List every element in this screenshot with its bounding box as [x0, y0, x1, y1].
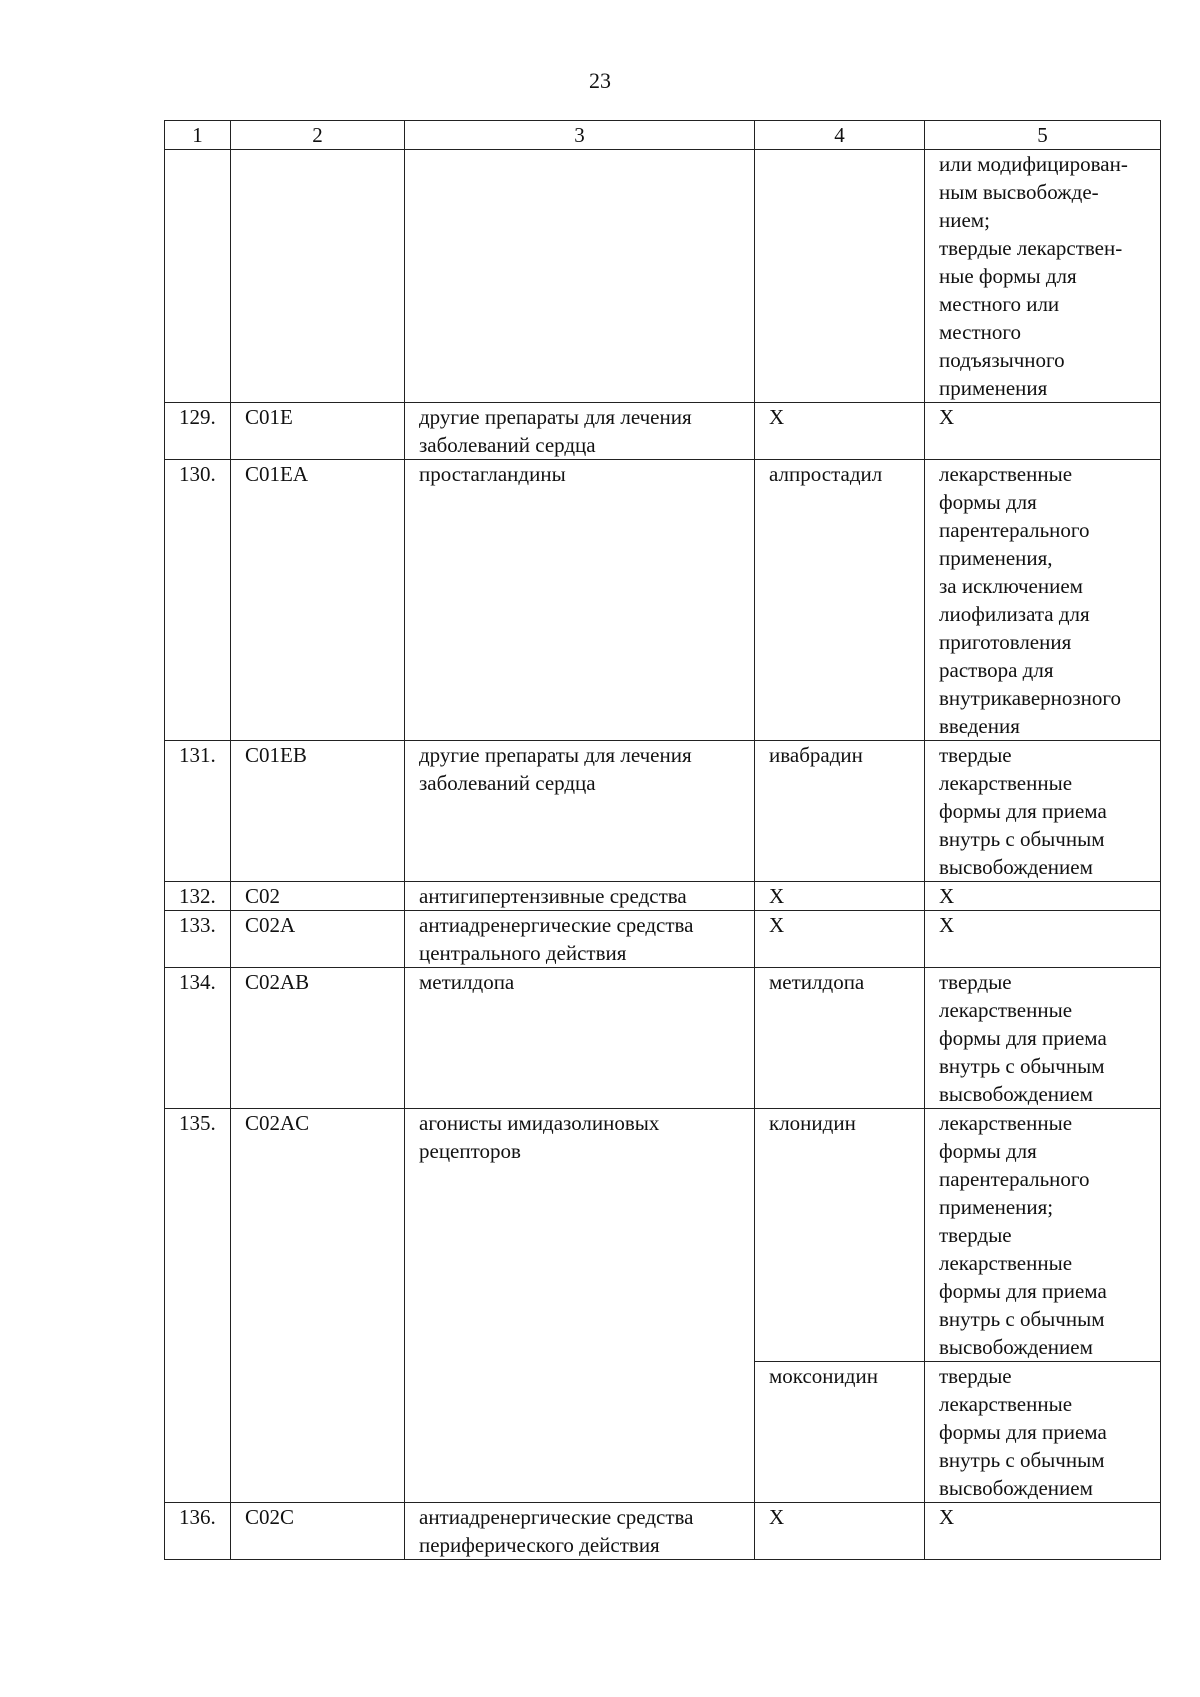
table-row [165, 1503, 1161, 1560]
table-row [165, 968, 1161, 1109]
cell-drug: алпростадил [755, 460, 925, 741]
cell-num: 135. [165, 1109, 231, 1503]
cell-code: C02C [231, 1503, 405, 1560]
cell-group: простагландины [405, 460, 755, 741]
cell-form: твердые лекарственные формы для приема внутрь с обычным высвобождением [925, 1362, 1161, 1503]
cell-form: твердые лекарственные формы для приема внутрь с обычным высвобождением [925, 968, 1161, 1109]
cell-form: X [925, 911, 1161, 968]
cell-num: 129. [165, 403, 231, 460]
cell-num [165, 150, 231, 403]
cell-form: X [925, 882, 1161, 911]
cell-code: C01EA [231, 460, 405, 741]
cell-drug: метилдопа [755, 968, 925, 1109]
cell-num: 133. [165, 911, 231, 968]
cell-group: метилдопа [405, 968, 755, 1109]
column-number-2: 2 [231, 121, 405, 150]
cell-group: антиадренергические средства периферического действия [405, 1503, 755, 1560]
cell-num: 136. [165, 1503, 231, 1560]
cell-group: антигипертензивные средства [405, 882, 755, 911]
cell-drug: X [755, 1503, 925, 1560]
cell-code: C02AB [231, 968, 405, 1109]
cell-num: 132. [165, 882, 231, 911]
table-row [165, 741, 1161, 882]
cell-group: агонисты имидазолиновых рецепторов [405, 1109, 755, 1503]
cell-form: X [925, 1503, 1161, 1560]
table-row [165, 882, 1161, 911]
column-number-5: 5 [925, 121, 1161, 150]
cell-drug: клонидин [755, 1109, 925, 1362]
column-number-3: 3 [405, 121, 755, 150]
page-number: 23 [589, 68, 611, 93]
cell-num: 130. [165, 460, 231, 741]
column-number-4: 4 [755, 121, 925, 150]
cell-code: C01EB [231, 741, 405, 882]
cell-drug: моксонидин [755, 1362, 925, 1503]
medicines-table [164, 120, 1161, 1560]
cell-code: C02A [231, 911, 405, 968]
cell-code: C02 [231, 882, 405, 911]
table-row [165, 460, 1161, 741]
cell-group: антиадренергические средства центрального действия [405, 911, 755, 968]
table-row-continuation [165, 150, 1161, 403]
cell-form: твердые лекарственные формы для приема внутрь с обычным высвобождением [925, 741, 1161, 882]
cell-num: 134. [165, 968, 231, 1109]
cell-form: лекарственные формы для парентерального применения; твердые лекарственные формы для приема внутрь с обычным высвобождением [925, 1109, 1161, 1362]
cell-drug [755, 150, 925, 403]
table-row [165, 911, 1161, 968]
cell-form: или модифицирован- ным высвобожде- нием; твердые лекарствен- ные формы для местного или местного подъязычного применения [925, 150, 1161, 403]
cell-group: другие препараты для лечения заболеваний сердца [405, 403, 755, 460]
cell-form: X [925, 403, 1161, 460]
cell-code: C02AC [231, 1109, 405, 1503]
cell-code: C01E [231, 403, 405, 460]
table-row [165, 1109, 1161, 1362]
cell-group: другие препараты для лечения заболеваний сердца [405, 741, 755, 882]
cell-drug: X [755, 911, 925, 968]
cell-group [405, 150, 755, 403]
column-number-1: 1 [165, 121, 231, 150]
cell-num: 131. [165, 741, 231, 882]
column-number-row [165, 121, 1161, 150]
cell-code [231, 150, 405, 403]
table-row [165, 403, 1161, 460]
cell-drug: X [755, 403, 925, 460]
cell-form: лекарственные формы для парентерального применения, за исключением лиофилизата для приготовления раствора для внутрикавернозного введения [925, 460, 1161, 741]
cell-drug: ивабрадин [755, 741, 925, 882]
cell-drug: X [755, 882, 925, 911]
